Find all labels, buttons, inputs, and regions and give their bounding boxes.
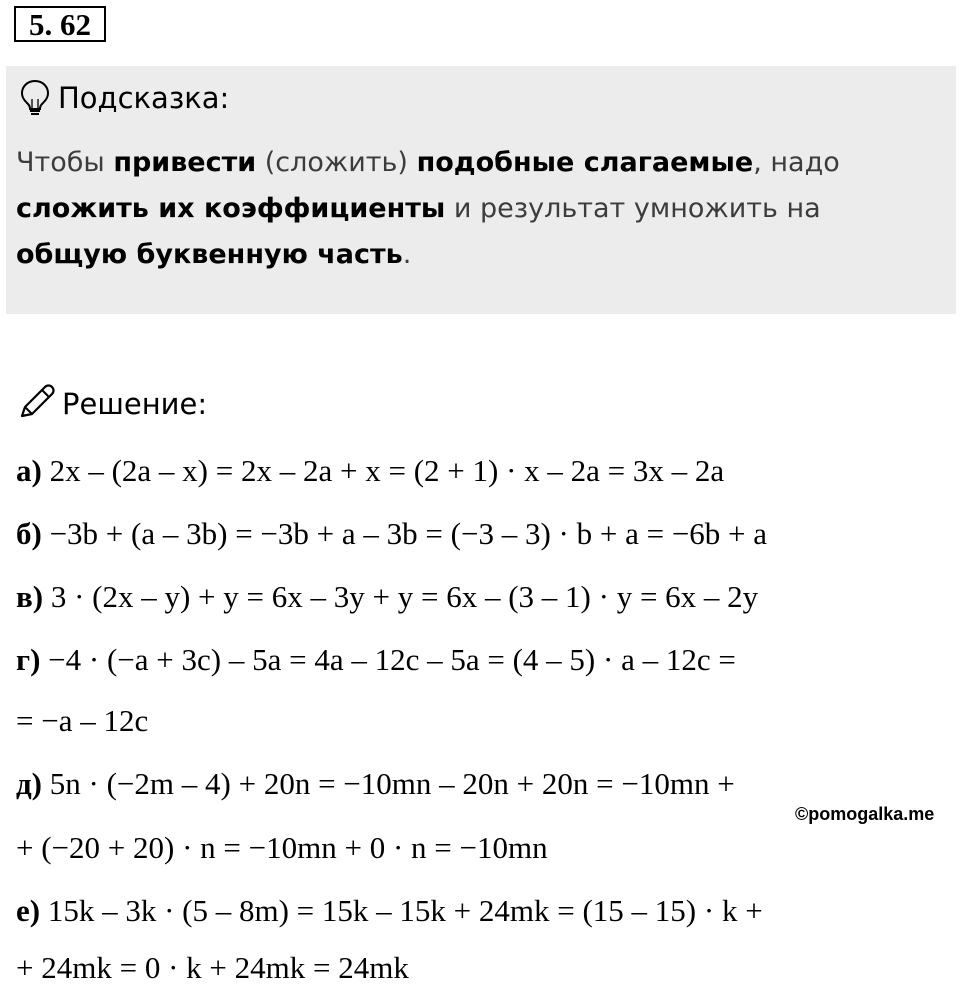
equation-line: [16, 764, 735, 804]
problem-number: 5. 62: [14, 6, 106, 42]
equation-line: [16, 514, 767, 554]
hint-text-part: Чтобы: [16, 147, 114, 178]
equation-label: д): [16, 766, 43, 801]
equation-expression: −4 · (−a + 3c) – 5a = 4a – 12c – 5a = (4 – 5) · a – 12c =: [48, 642, 736, 677]
hint-text-part: .: [402, 239, 412, 270]
hint-title: Подсказка:: [58, 81, 230, 115]
hint-text-part: и результат умножить на: [445, 193, 821, 224]
equation-label: в): [16, 579, 44, 614]
pencil-icon: [16, 382, 56, 427]
equation-label: г): [16, 642, 41, 677]
equation-label: е): [16, 893, 41, 928]
solution-header: [16, 382, 207, 426]
equation-expression: 2x – (2a – x) = 2x – 2a + x = (2 + 1) · x – 2a = 3x – 2a: [49, 453, 725, 488]
equation-expression: 5n · (−2m – 4) + 20n = −10mn – 20n + 20n = −10mn +: [49, 766, 735, 801]
equation-expression: −3b + (a – 3b) = −3b + a – 3b = (−3 – 3) · b + a = −6b + a: [49, 516, 768, 551]
hint-text: [16, 140, 936, 278]
equation-line: [16, 701, 148, 741]
equation-expression: 3 · (2x – y) + y = 6x – 3y + y = 6x – (3 – 1) · y = 6x – 2y: [50, 579, 759, 614]
equation-expression: + 24mk = 0 · k + 24mk = 24mk: [16, 950, 409, 985]
hint-text-part: привести: [113, 147, 257, 178]
equation-label: б): [16, 516, 42, 551]
hint-header: [20, 78, 229, 118]
equation-line: [16, 828, 548, 868]
equation-line: [16, 577, 758, 617]
hint-text-part: общую буквенную часть: [16, 239, 403, 270]
hint-text-part: сложить их коэффициенты: [16, 193, 446, 224]
equation-expression: 15k – 3k · (5 – 8m) = 15k – 15k + 24mk = (15 – 15) · k +: [47, 893, 763, 928]
equation-line: [16, 891, 763, 931]
equation-expression: + (−20 + 20) · n = −10mn + 0 · n = −10mn: [16, 830, 548, 865]
lightbulb-icon: [20, 79, 50, 117]
solution-title: Решение:: [62, 387, 208, 421]
watermark: ©pomogalka.me: [795, 804, 935, 824]
hint-text-part: (сложить): [256, 147, 417, 178]
hint-box: [6, 66, 956, 314]
hint-text-part: подобные слагаемые: [416, 147, 754, 178]
hint-text-part: , надо: [753, 147, 840, 178]
equation-line: [16, 640, 736, 680]
equation-line: [16, 948, 409, 988]
equation-label: а): [16, 453, 42, 488]
equation-expression: = −a – 12c: [16, 703, 149, 738]
equation-line: [16, 451, 724, 491]
